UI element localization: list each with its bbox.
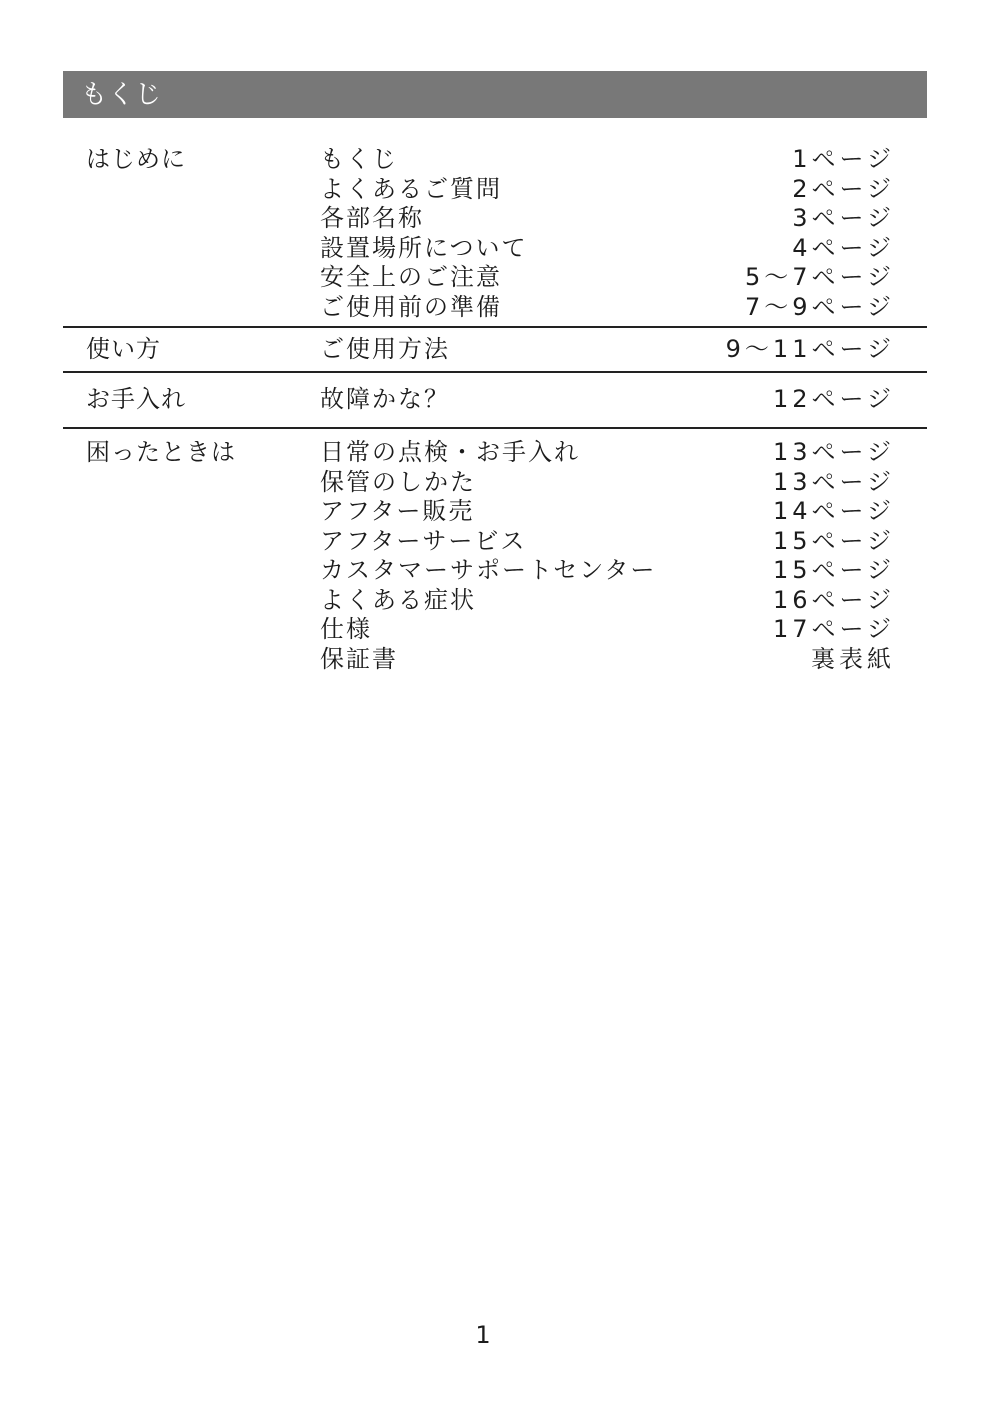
toc-section-troubleshooting <box>63 427 927 674</box>
toc-entry <box>320 526 895 557</box>
entry-title: 仕様 <box>320 615 372 643</box>
entry-title: よくあるご質問 <box>320 174 502 203</box>
table-of-contents <box>63 142 927 674</box>
entry-title: 設置場所について <box>320 233 528 262</box>
entry-title: 保証書 <box>320 644 398 673</box>
entry-title: 日常の点検・お手入れ <box>320 438 580 466</box>
section-label: 困ったときは <box>86 438 236 466</box>
entry-title: 保管のしかた <box>320 467 476 496</box>
entry-page: 17ページ <box>772 615 895 643</box>
toc-entry <box>320 438 895 468</box>
toc-entry <box>320 335 895 365</box>
toc-entry <box>320 204 895 234</box>
toc-entry <box>320 233 895 264</box>
entry-page: 9～11ページ <box>725 335 895 363</box>
toc-entry <box>320 615 895 645</box>
page-title: もくじ <box>81 80 163 110</box>
entry-title: 故障かな？ <box>320 384 450 413</box>
entry-page: 2ページ <box>792 174 895 203</box>
entry-title: 各部名称 <box>320 204 424 232</box>
entry-title: 安全上のご注意 <box>320 263 502 291</box>
toc-entry <box>320 145 895 175</box>
toc-entry <box>320 497 895 527</box>
section-entries <box>320 145 927 322</box>
entry-title: よくある症状 <box>320 585 476 614</box>
entry-title: カスタマーサポートセンター <box>320 556 657 584</box>
section-label: 使い方 <box>86 335 161 363</box>
entry-page: 1ページ <box>792 145 895 173</box>
toc-entry <box>320 644 895 675</box>
entry-page: 13ページ <box>772 467 895 496</box>
entry-page: 5～7ページ <box>744 263 895 291</box>
toc-section-introduction <box>63 142 927 326</box>
entry-title: ご使用方法 <box>320 335 450 363</box>
toc-section-maintenance <box>63 371 927 428</box>
entry-title: アフターサービス <box>320 526 527 555</box>
entry-page: 15ページ <box>772 556 895 584</box>
entry-page: 3ページ <box>792 204 895 232</box>
entry-page: 12ページ <box>772 384 895 413</box>
entry-page: 16ページ <box>772 585 895 614</box>
toc-entry <box>320 263 895 293</box>
toc-section-usage <box>63 326 927 371</box>
toc-entry <box>320 467 895 498</box>
toc-entry <box>320 384 895 415</box>
section-label: はじめに <box>86 145 186 173</box>
entry-page: 14ページ <box>772 497 895 525</box>
entry-page: 15ページ <box>772 526 895 555</box>
page-number: 1 <box>475 1321 491 1349</box>
entry-page: 裏表紙 <box>811 644 895 673</box>
toc-entry <box>320 174 895 205</box>
entry-title: アフター販売 <box>320 497 475 525</box>
toc-entry <box>320 585 895 616</box>
toc-header <box>63 71 927 118</box>
entry-title: ご使用前の準備 <box>320 292 502 321</box>
entry-title: もくじ <box>320 145 398 173</box>
entry-page: 4ページ <box>792 233 895 262</box>
toc-entry <box>320 292 895 323</box>
entry-page: 13ページ <box>772 438 895 466</box>
section-entries <box>320 335 927 365</box>
toc-entry <box>320 556 895 586</box>
section-label: お手入れ <box>86 384 186 413</box>
section-entries <box>320 385 927 415</box>
section-entries <box>320 438 927 674</box>
entry-page: 7～9ページ <box>744 292 895 321</box>
